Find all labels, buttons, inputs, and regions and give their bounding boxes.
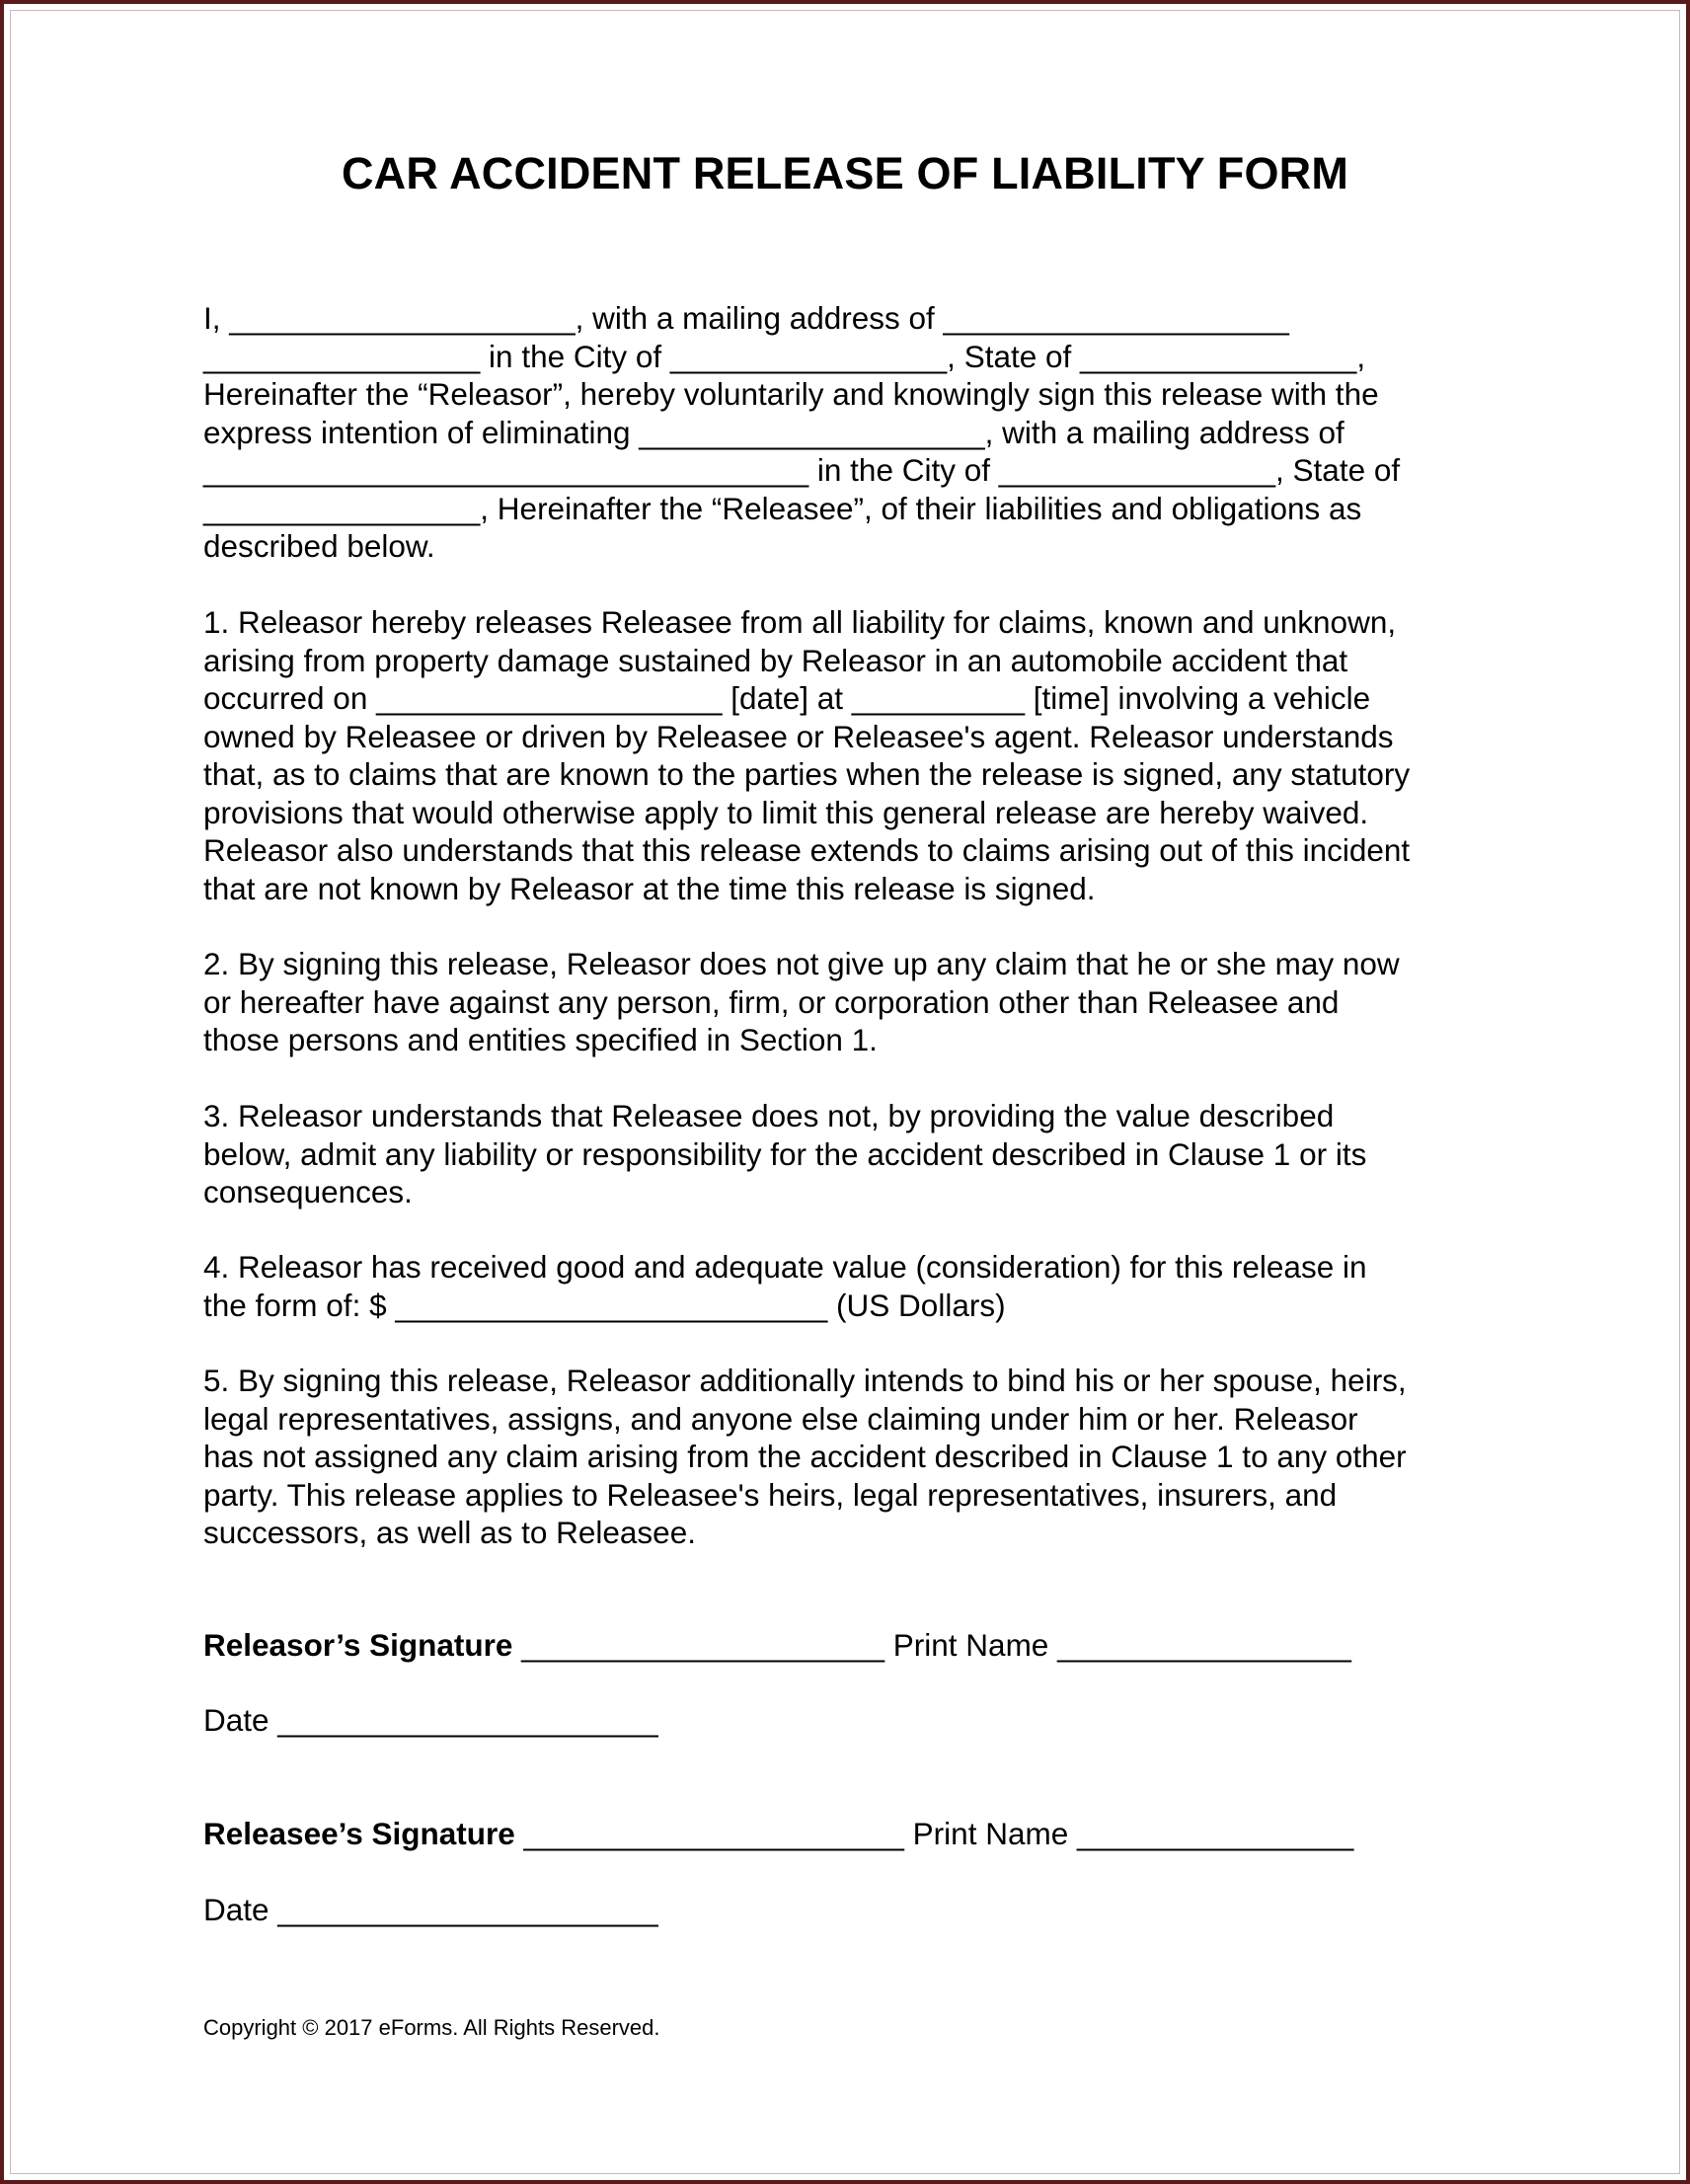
clause-2: 2. By signing this release, Releasor does not give up any claim that he or she may now or hereafter have against any person, firm, or corporation other than Releasee and those persons and entities specified in Section 1.: [203, 946, 1400, 1057]
releasee-date-line: Date ______________________: [203, 1892, 658, 1927]
releasee-signature-blank: ______________________: [514, 1816, 913, 1851]
releasor-signature-label: Releasor’s Signature: [203, 1627, 513, 1663]
clause-4: 4. Releasor has received good and adequate value (consideration) for this release in the form of: $ _________________________ (US Dollars): [203, 1249, 1367, 1323]
form-title: CAR ACCIDENT RELEASE OF LIABILITY FORM: [341, 148, 1349, 198]
releasee-print-name: Print Name ________________: [912, 1816, 1354, 1851]
releasor-print-name: Print Name _________________: [892, 1627, 1351, 1663]
intro-paragraph: I, ____________________, with a mailing address of ____________________ ________________ in the City of ________________, State of ________________, Hereinafter the “Releasor”, hereby voluntarily and knowingly sign this release with the express intention of eliminating ____________________, with a mailing address of ___________________________________ in the City of ________________, State of ________________, Hereinafter the “Releasee”, of their liabilities and obligations as described below.: [203, 300, 1401, 564]
releasor-date-line: Date ______________________: [203, 1702, 658, 1738]
releasee-signature-label: Releasee’s Signature: [203, 1816, 515, 1851]
clause-3: 3. Releasor understands that Releasee does not, by providing the value described below, admit any liability or responsibility for the accident described in Clause 1 or its consequences.: [203, 1098, 1367, 1209]
copyright-footer: Copyright © 2017 eForms. All Rights Reserved.: [203, 2015, 660, 2040]
clause-1: 1. Releasor hereby releases Releasee from all liability for claims, known and unknown, arising from property damage sustained by Releasor in an automobile accident that occurred on ____________________ [date] at __________ [time] involving a vehicle owned by Releasee or driven by Releasee or Releasee's agent. Releasor understands that, as to claims that are known to the parties when the release is signed, any statutory provisions that would otherwise apply to limit this general release are hereby waived. Releasor also understands that this release extends to claims arising out of this incident that are not known by Releasor at the time this release is signed.: [203, 604, 1411, 906]
releasor-signature-blank: _____________________: [512, 1627, 893, 1663]
releasor-signature-line: [203, 1626, 1487, 1665]
clause-5: 5. By signing this release, Releasor additionally intends to bind his or her spouse, heirs, legal representatives, assigns, and anyone else claiming under him or her. Releasor has not assigned any claim arising from the accident described in Clause 1 to any other party. This release applies to Releasee's heirs, legal representatives, insurers, and successors, as well as to Releasee.: [203, 1363, 1407, 1550]
releasee-signature-line: [203, 1815, 1487, 1853]
